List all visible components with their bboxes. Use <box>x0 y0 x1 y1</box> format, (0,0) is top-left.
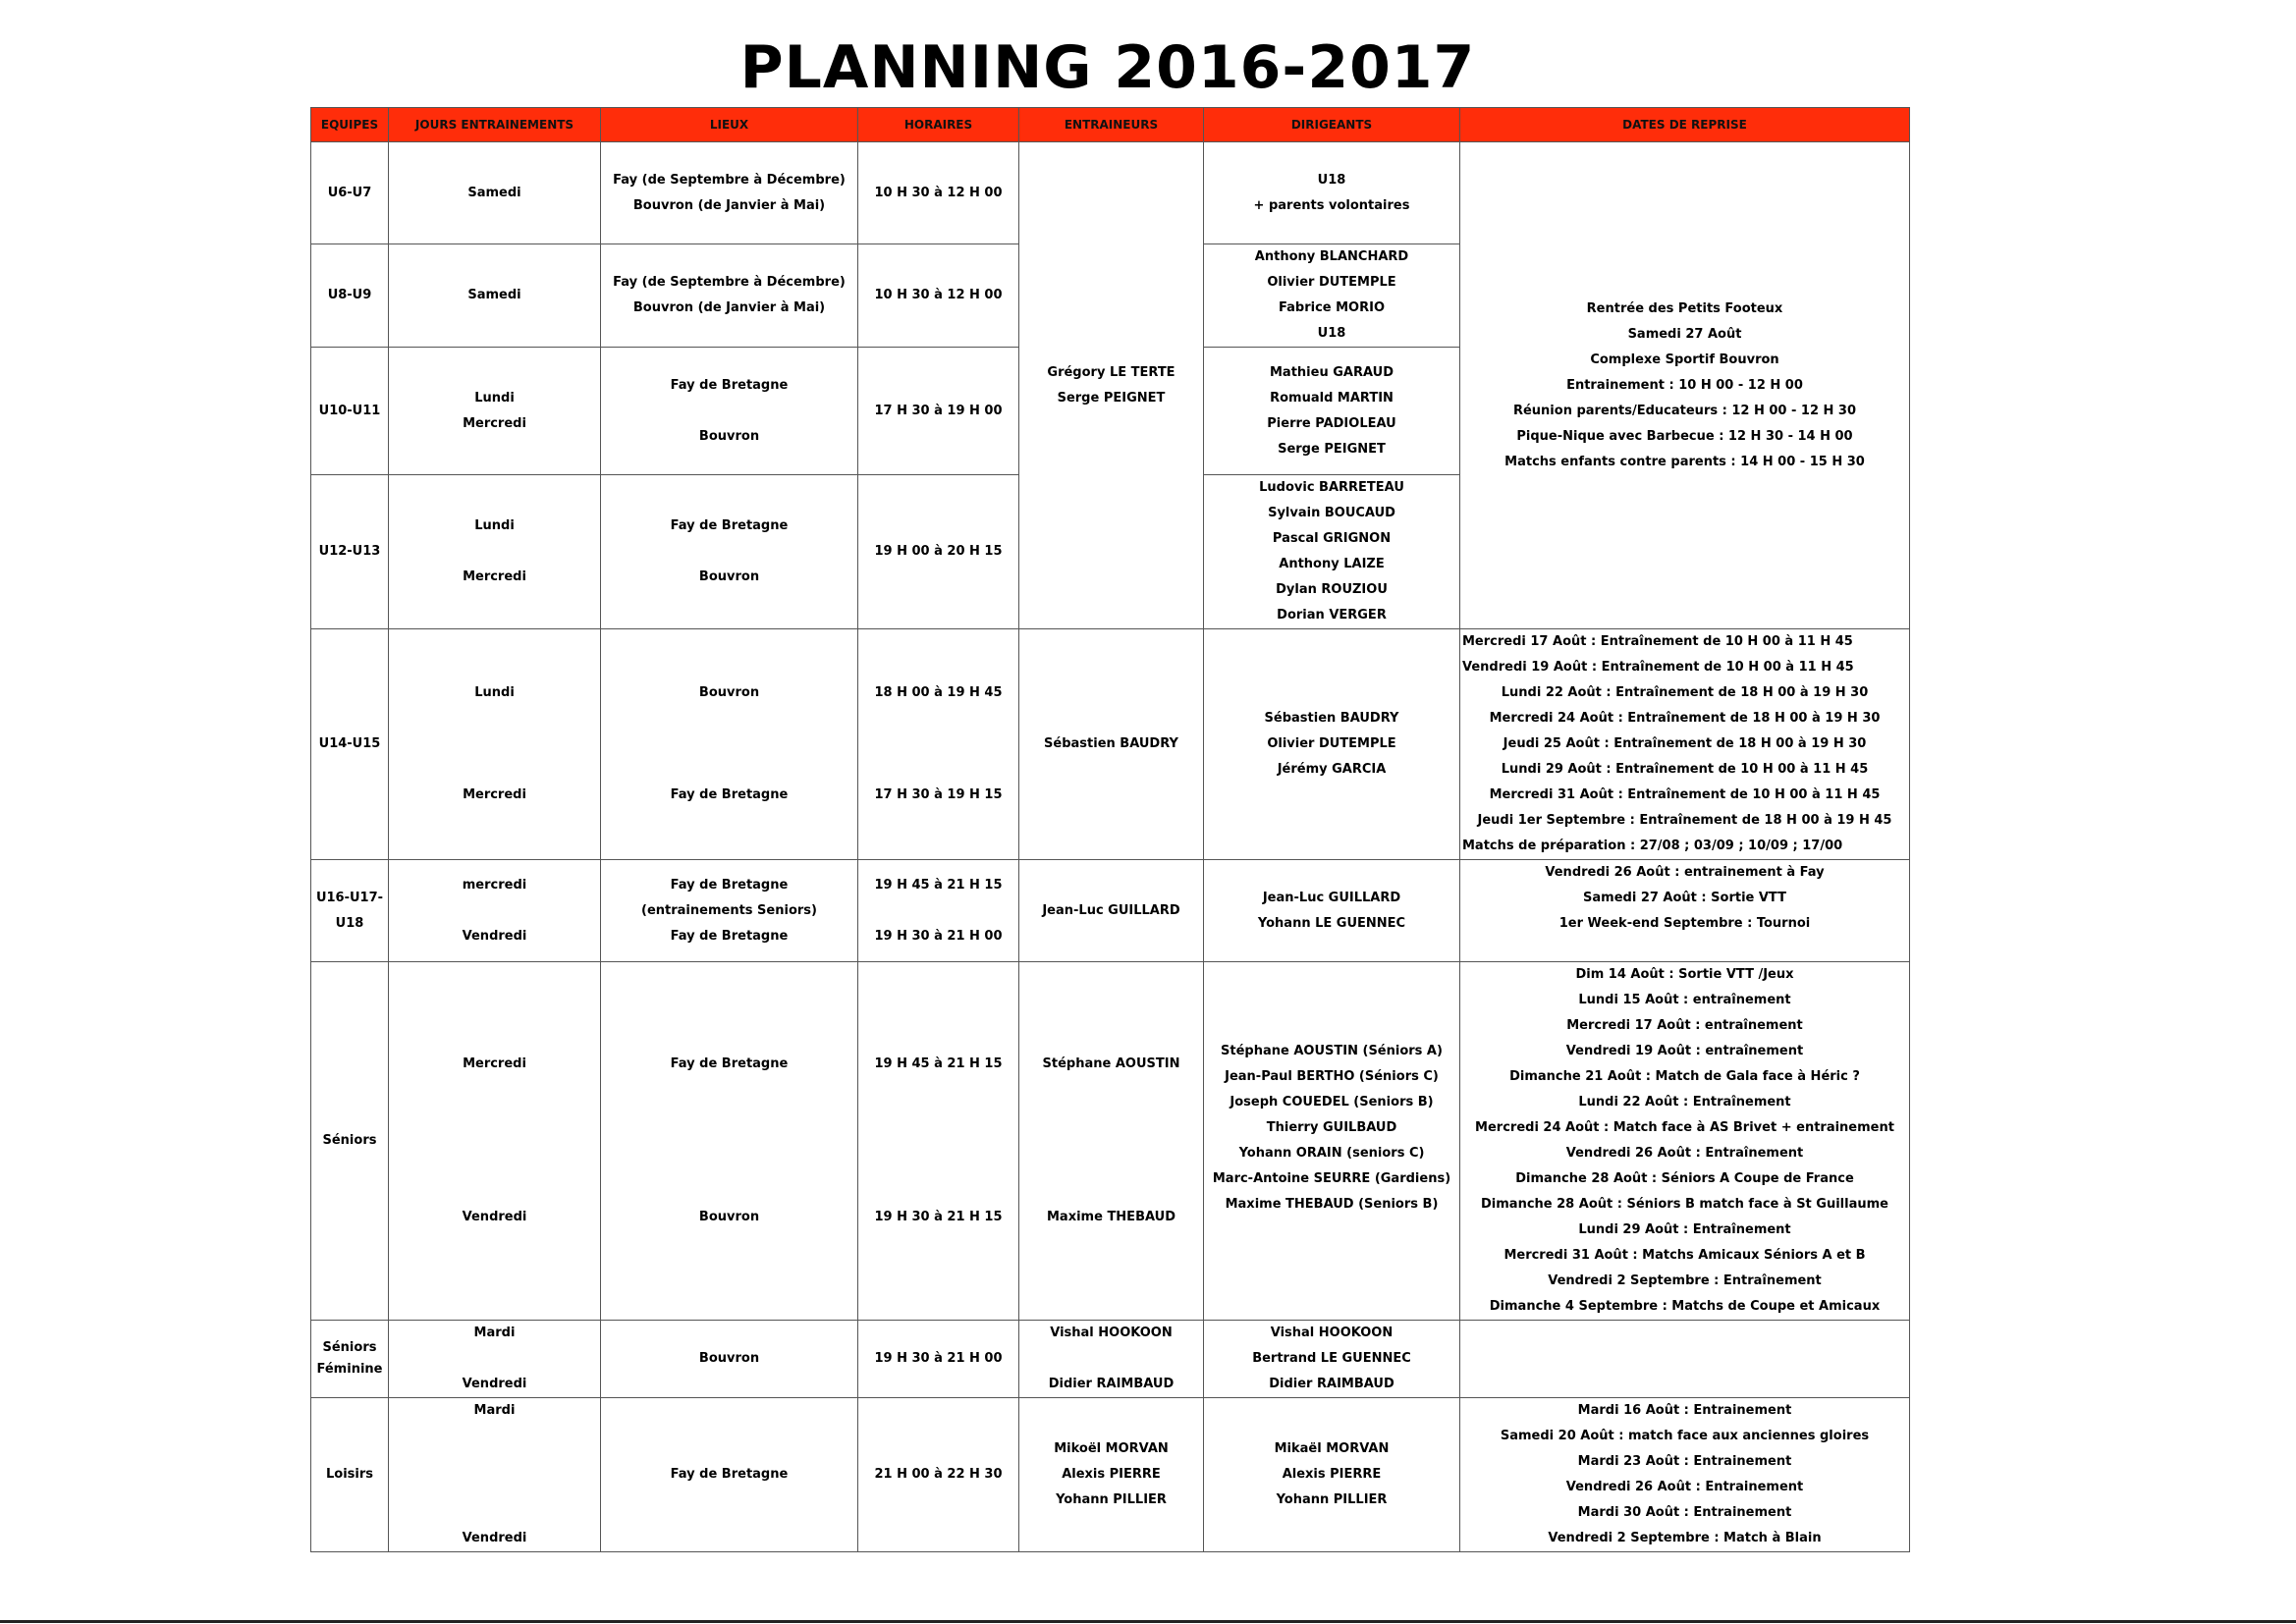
place-line: Bouvron (de Janvier à Mai) <box>632 300 826 315</box>
training-day <box>389 475 601 629</box>
place-line: Fay de Bretagne <box>670 1056 789 1071</box>
reprise-cell <box>1460 142 1910 629</box>
reprise-line: Mardi 30 Août : Entrainement <box>1577 1505 1792 1520</box>
director-name: U18 <box>1317 326 1346 341</box>
hours-line: 18 H 00 à 19 H 45 <box>874 685 1003 700</box>
place-line: (entrainements Seniors) <box>641 902 817 918</box>
team-name <box>311 1321 389 1398</box>
coach-name: Vishal HOOKOON <box>1050 1326 1173 1340</box>
training-place <box>601 860 858 962</box>
training-hours: 19 H 30 à 21 H 00 <box>858 1321 1019 1398</box>
training-day <box>389 348 601 475</box>
training-day: Samedi <box>389 142 601 244</box>
header-row <box>311 108 1910 142</box>
coaches-cell <box>1019 1398 1204 1552</box>
directors-cell <box>1204 1321 1460 1398</box>
directors-cell <box>1204 475 1460 629</box>
place-line: Bouvron <box>698 685 760 700</box>
reprise-line: Mercredi 17 Août : Entraînement de 10 H 00 à 11 H 45 <box>1462 634 1853 649</box>
day-line: Vendredi <box>462 928 527 944</box>
director-name: Serge PEIGNET <box>1278 441 1386 457</box>
reprise-line: Mercredi 24 Août : Match face à AS Brivet + entrainement <box>1475 1120 1894 1135</box>
training-hours: 19 H 00 à 20 H 15 <box>858 475 1019 629</box>
hours-line: 19 H 45 à 21 H 15 <box>874 877 1003 893</box>
training-hours <box>858 962 1019 1321</box>
director-name: Marc-Antoine SEURRE (Gardiens) <box>1212 1171 1451 1186</box>
training-day: Samedi <box>389 244 601 348</box>
director-name: Didier RAIMBAUD <box>1269 1377 1394 1391</box>
training-place <box>601 629 858 860</box>
training-hours: 10 H 30 à 12 H 00 <box>858 142 1019 244</box>
training-place: Fay de Bretagne <box>601 1398 858 1552</box>
director-name: Sébastien BAUDRY <box>1264 711 1399 726</box>
place-line: Fay (de Septembre à Décembre) <box>613 172 846 188</box>
day-line: mercredi <box>462 877 527 893</box>
day-line: Mercredi <box>463 1056 526 1071</box>
coaches-cell <box>1019 1321 1204 1398</box>
day-line: Lundi <box>474 390 515 406</box>
director-name: Olivier DUTEMPLE <box>1267 275 1396 290</box>
reprise-line: Mercredi 24 Août : Entraînement de 18 H 00 à 19 H 30 <box>1489 711 1881 726</box>
director-name: Dylan ROUZIOU <box>1276 582 1388 597</box>
place-line: Fay de Bretagne <box>670 518 789 533</box>
team-name <box>311 860 389 962</box>
team-name: U6-U7 <box>311 142 389 244</box>
reprise-cell <box>1460 1398 1910 1552</box>
coaches-cell <box>1019 962 1204 1321</box>
header-horaires: HORAIRES <box>858 108 1019 142</box>
header-dirigeants: DIRIGEANTS <box>1204 108 1460 142</box>
table-row <box>311 629 1910 860</box>
table-row <box>311 1398 1910 1552</box>
director-name: + parents volontaires <box>1253 197 1410 213</box>
page-bottom-rule <box>0 1620 2296 1623</box>
day-line: Vendredi <box>462 1531 527 1545</box>
team-name: Loisirs <box>311 1398 389 1552</box>
reprise-line: Mercredi 31 Août : Matchs Amicaux Séniors A et B <box>1503 1248 1866 1263</box>
director-name: Thierry GUILBAUD <box>1266 1120 1397 1135</box>
place-line: Fay de Bretagne <box>670 377 789 393</box>
place-line: Bouvron (de Janvier à Mai) <box>632 197 826 213</box>
reprise-line: Dimanche 28 Août : Séniors A Coupe de France <box>1515 1171 1854 1186</box>
reprise-line: Samedi 27 Août <box>1627 326 1742 342</box>
directors-cell <box>1204 860 1460 962</box>
directors-cell <box>1204 962 1460 1321</box>
reprise-cell <box>1460 962 1910 1321</box>
place-line: Fay (de Septembre à Décembre) <box>613 275 846 290</box>
hours-line: 19 H 45 à 21 H 15 <box>874 1056 1003 1071</box>
director-name: Bertrand LE GUENNEC <box>1252 1351 1411 1366</box>
place-line: Bouvron <box>698 1210 760 1224</box>
director-name: Pierre PADIOLEAU <box>1267 415 1396 431</box>
page-title: PLANNING 2016-2017 <box>739 33 1476 102</box>
reprise-line: Mardi 23 Août : Entrainement <box>1577 1454 1792 1469</box>
directors-cell <box>1204 629 1460 860</box>
training-day <box>389 629 601 860</box>
coach-name: Stéphane AOUSTIN <box>1042 1056 1180 1071</box>
reprise-line: Jeudi 25 Août : Entraînement de 18 H 00 à 19 H 30 <box>1503 736 1867 751</box>
reprise-cell <box>1460 860 1910 962</box>
place-line: Bouvron <box>698 428 760 444</box>
director-name: Joseph COUEDEL (Seniors B) <box>1230 1095 1434 1110</box>
reprise-line: Rentrée des Petits Footeux <box>1586 300 1783 316</box>
day-line: Lundi <box>474 518 515 533</box>
reprise-line: Vendredi 2 Septembre : Entraînement <box>1548 1273 1822 1288</box>
director-name: Jean-Paul BERTHO (Séniors C) <box>1225 1069 1439 1084</box>
training-day <box>389 962 601 1321</box>
director-name: Ludovic BARRETEAU <box>1259 480 1404 495</box>
reprise-line: Lundi 29 Août : Entraînement <box>1578 1222 1791 1237</box>
day-line: Mercredi <box>463 569 526 584</box>
reprise-line: Vendredi 2 Septembre : Match à Blain <box>1548 1531 1822 1545</box>
reprise-line: 1er Week-end Septembre : Tournoi <box>1558 916 1811 931</box>
reprise-line: Lundi 22 Août : Entraînement <box>1578 1095 1791 1110</box>
reprise-line: Entrainement : 10 H 00 - 12 H 00 <box>1566 377 1803 393</box>
team-name: U10-U11 <box>311 348 389 475</box>
director-name: Jérémy GARCIA <box>1277 762 1387 777</box>
team-name: Séniors <box>311 962 389 1321</box>
reprise-line: Matchs enfants contre parents : 14 H 00 - 15 H 30 <box>1504 454 1865 469</box>
table-row <box>311 962 1910 1321</box>
team-name-line: U18 <box>335 915 364 931</box>
reprise-line: Mardi 16 Août : Entrainement <box>1577 1403 1792 1418</box>
director-name: Anthony LAIZE <box>1279 557 1385 571</box>
day-line: Vendredi <box>462 1377 527 1391</box>
reprise-line: Jeudi 1er Septembre : Entraînement de 18 H 00 à 19 H 45 <box>1477 813 1892 828</box>
reprise-line: Complexe Sportif Bouvron <box>1590 352 1779 367</box>
director-name: U18 <box>1317 172 1346 188</box>
coaches-cell: Sébastien BAUDRY <box>1019 629 1204 860</box>
training-place <box>601 962 858 1321</box>
training-hours: 21 H 00 à 22 H 30 <box>858 1398 1019 1552</box>
reprise-line: Matchs de préparation : 27/08 ; 03/09 ; 10/09 ; 17/00 <box>1462 839 1843 853</box>
reprise-line: Vendredi 26 Août : Entrainement <box>1565 1480 1804 1494</box>
coaches-cell: Jean-Luc GUILLARD <box>1019 860 1204 962</box>
coach-name: Grégory LE TERTE <box>1047 364 1175 380</box>
directors-cell <box>1204 244 1460 348</box>
day-line: Mardi <box>473 1403 516 1418</box>
director-name: Anthony BLANCHARD <box>1254 249 1409 264</box>
header-equipes: EQUIPES <box>311 108 389 142</box>
table-row <box>311 860 1910 962</box>
director-name: Mikaël MORVAN <box>1274 1441 1390 1456</box>
directors-cell <box>1204 348 1460 475</box>
coach-name: Yohann PILLIER <box>1056 1492 1167 1507</box>
reprise-line: Mercredi 17 Août : entraînement <box>1566 1018 1803 1033</box>
director-name: Romuald MARTIN <box>1270 390 1394 406</box>
coach-name: Maxime THEBAUD <box>1047 1210 1175 1224</box>
header-jours: JOURS ENTRAINEMENTS <box>389 108 601 142</box>
table-row <box>311 1321 1910 1398</box>
day-line: Mercredi <box>463 787 526 802</box>
table-row <box>311 142 1910 244</box>
team-name: U12-U13 <box>311 475 389 629</box>
director-name: Fabrice MORIO <box>1279 300 1385 315</box>
training-hours: 17 H 30 à 19 H 00 <box>858 348 1019 475</box>
hours-line: 17 H 30 à 19 H 15 <box>874 787 1003 802</box>
training-day <box>389 860 601 962</box>
team-name-line: Séniors <box>322 1340 377 1355</box>
reprise-line: Lundi 22 Août : Entraînement de 18 H 00 à 19 H 30 <box>1501 685 1869 700</box>
training-place <box>601 142 858 244</box>
director-name: Mathieu GARAUD <box>1270 364 1394 380</box>
header-lieux: LIEUX <box>601 108 858 142</box>
reprise-line: Lundi 15 Août : entraînement <box>1578 993 1791 1007</box>
reprise-line: Pique-Nique avec Barbecue : 12 H 30 - 14 H 00 <box>1516 428 1853 444</box>
reprise-line: Samedi 27 Août : Sortie VTT <box>1583 891 1786 905</box>
place-line: Bouvron <box>698 569 760 584</box>
reprise-cell <box>1460 1321 1910 1398</box>
directors-cell <box>1204 1398 1460 1552</box>
reprise-line: Mercredi 31 Août : Entraînement de 10 H 00 à 11 H 45 <box>1489 787 1881 802</box>
training-hours <box>858 860 1019 962</box>
director-name: Olivier DUTEMPLE <box>1267 736 1396 751</box>
directors-cell <box>1204 142 1460 244</box>
director-name: Maxime THEBAUD (Seniors B) <box>1225 1197 1439 1212</box>
hours-line: 19 H 30 à 21 H 15 <box>874 1210 1003 1224</box>
training-hours <box>858 629 1019 860</box>
place-line: Fay de Bretagne <box>670 787 789 802</box>
reprise-line: Dimanche 28 Août : Séniors B match face à St Guillaume <box>1481 1197 1888 1212</box>
training-place <box>601 475 858 629</box>
director-name: Yohann LE GUENNEC <box>1257 915 1406 931</box>
reprise-line: Réunion parents/Educateurs : 12 H 00 - 12 H 30 <box>1512 403 1857 418</box>
training-hours: 10 H 30 à 12 H 00 <box>858 244 1019 348</box>
place-line: Fay de Bretagne <box>670 928 789 944</box>
reprise-line: Dimanche 4 Septembre : Matchs de Coupe et Amicaux <box>1489 1299 1881 1314</box>
director-name: Sylvain BOUCAUD <box>1268 506 1395 520</box>
director-name: Yohann PILLIER <box>1276 1492 1388 1507</box>
director-name: Dorian VERGER <box>1277 608 1387 623</box>
day-line: Lundi <box>474 685 515 700</box>
coach-name: Alexis PIERRE <box>1062 1467 1161 1482</box>
director-name: Vishal HOOKOON <box>1270 1326 1394 1340</box>
team-name: U8-U9 <box>311 244 389 348</box>
planning-table <box>310 107 1910 1552</box>
reprise-line: Dimanche 21 Août : Match de Gala face à Héric ? <box>1509 1069 1860 1084</box>
training-place <box>601 348 858 475</box>
hours-line: 19 H 30 à 21 H 00 <box>874 928 1003 944</box>
director-name: Alexis PIERRE <box>1282 1467 1382 1482</box>
reprise-cell <box>1460 629 1910 860</box>
place-line: Fay de Bretagne <box>670 877 789 893</box>
director-name: Pascal GRIGNON <box>1272 531 1392 546</box>
team-name-line: U16-U17- <box>315 890 384 905</box>
reprise-line: Vendredi 19 Août : Entraînement de 10 H 00 à 11 H 45 <box>1462 660 1854 675</box>
reprise-line: Lundi 29 Août : Entraînement de 10 H 00 à 11 H 45 <box>1501 762 1869 777</box>
coach-name: Mikoël MORVAN <box>1054 1441 1169 1456</box>
training-day <box>389 1321 601 1398</box>
reprise-line: Dim 14 Août : Sortie VTT /Jeux <box>1575 967 1794 982</box>
coaches-cell <box>1019 142 1204 629</box>
director-name: Yohann ORAIN (seniors C) <box>1238 1146 1425 1161</box>
training-place: Bouvron <box>601 1321 858 1398</box>
header-entraineurs: ENTRAINEURS <box>1019 108 1204 142</box>
day-line: Mercredi <box>463 415 526 431</box>
training-day <box>389 1398 601 1552</box>
team-name-line: Féminine <box>316 1362 383 1377</box>
reprise-line: Samedi 20 Août : match face aux anciennes gloires <box>1500 1429 1870 1443</box>
reprise-line: Vendredi 19 Août : entraînement <box>1565 1044 1804 1058</box>
training-place <box>601 244 858 348</box>
coach-name: Serge PEIGNET <box>1057 390 1166 406</box>
team-name: U14-U15 <box>311 629 389 860</box>
day-line: Mardi <box>473 1326 516 1340</box>
reprise-line: Vendredi 26 Août : Entraînement <box>1565 1146 1804 1161</box>
header-dates-reprise: DATES DE REPRISE <box>1460 108 1910 142</box>
coach-name: Didier RAIMBAUD <box>1048 1377 1175 1391</box>
reprise-line: Vendredi 26 Août : entrainement à Fay <box>1545 865 1825 880</box>
day-line: Vendredi <box>462 1210 527 1224</box>
director-name: Stéphane AOUSTIN (Séniors A) <box>1221 1044 1443 1058</box>
director-name: Jean-Luc GUILLARD <box>1262 890 1401 905</box>
